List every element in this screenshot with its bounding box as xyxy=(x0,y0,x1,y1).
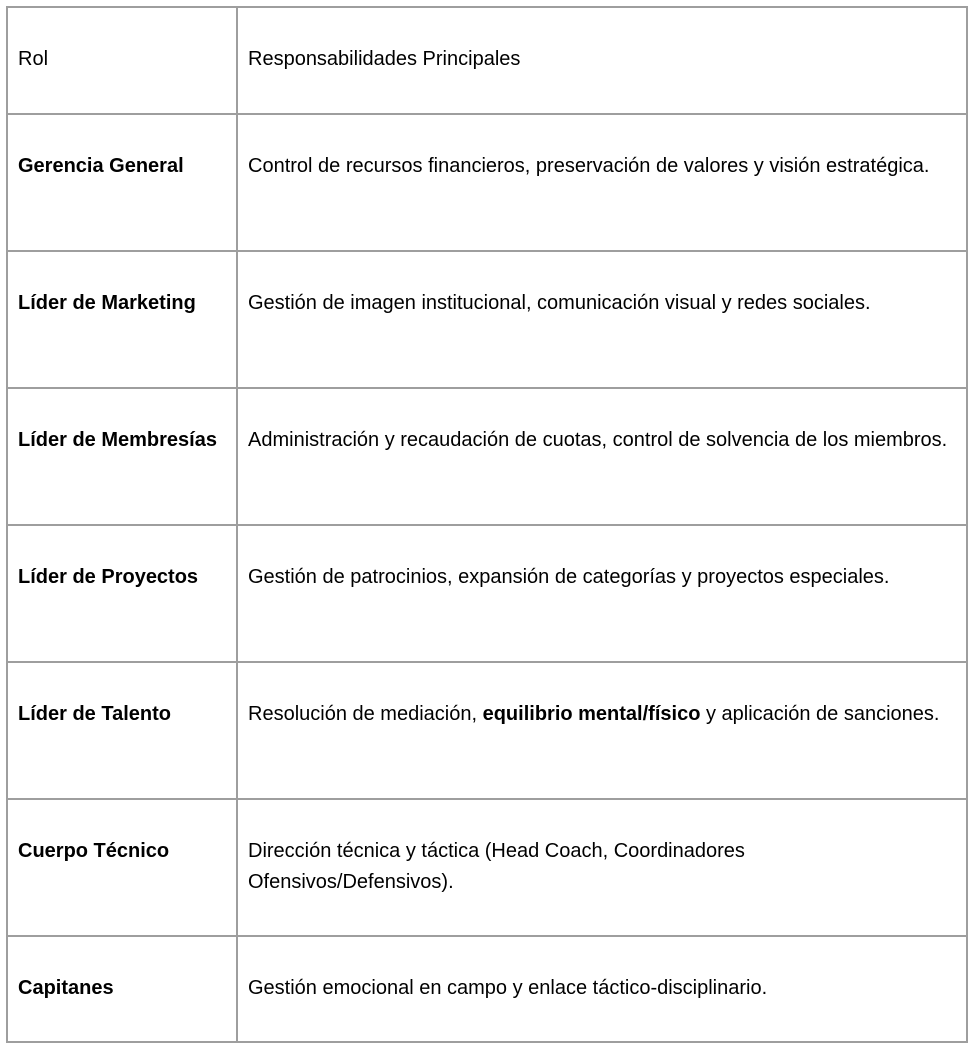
role-cell: Líder de Membresías xyxy=(7,388,237,525)
roles-table xyxy=(6,6,968,1043)
header-role: Rol xyxy=(7,7,237,114)
description-text: Resolución de mediación, xyxy=(248,703,483,725)
description-cell: Dirección técnica y táctica (Head Coach, Coordinadores Ofensivos/Defensivos). xyxy=(237,799,967,936)
description-cell: Administración y recaudación de cuotas, control de solvencia de los miembros. xyxy=(237,388,967,525)
role-cell: Líder de Marketing xyxy=(7,251,237,388)
role-cell: Gerencia General xyxy=(7,114,237,251)
table-row xyxy=(7,114,967,251)
table-row xyxy=(7,799,967,936)
description-cell: Gestión de imagen institucional, comunicación visual y redes sociales. xyxy=(237,251,967,388)
header-responsibilities: Responsabilidades Principales xyxy=(237,7,967,114)
description-highlight: equilibrio mental/físico xyxy=(482,703,701,725)
table-row xyxy=(7,388,967,525)
role-cell: Cuerpo Técnico xyxy=(7,799,237,936)
role-cell: Capitanes xyxy=(7,936,237,1042)
table-row xyxy=(7,251,967,388)
role-cell: Líder de Proyectos xyxy=(7,525,237,662)
table-row xyxy=(7,936,967,1042)
table-row xyxy=(7,662,967,799)
description-cell: Gestión emocional en campo y enlace táctico-disciplinario. xyxy=(237,936,967,1042)
table-header-row xyxy=(7,7,967,114)
role-cell: Líder de Talento xyxy=(7,662,237,799)
description-cell: Gestión de patrocinios, expansión de categorías y proyectos especiales. xyxy=(237,525,967,662)
description-cell xyxy=(237,662,967,799)
description-text: y aplicación de sanciones. xyxy=(700,703,940,725)
table-row xyxy=(7,525,967,662)
description-cell: Control de recursos financieros, preservación de valores y visión estratégica. xyxy=(237,114,967,251)
